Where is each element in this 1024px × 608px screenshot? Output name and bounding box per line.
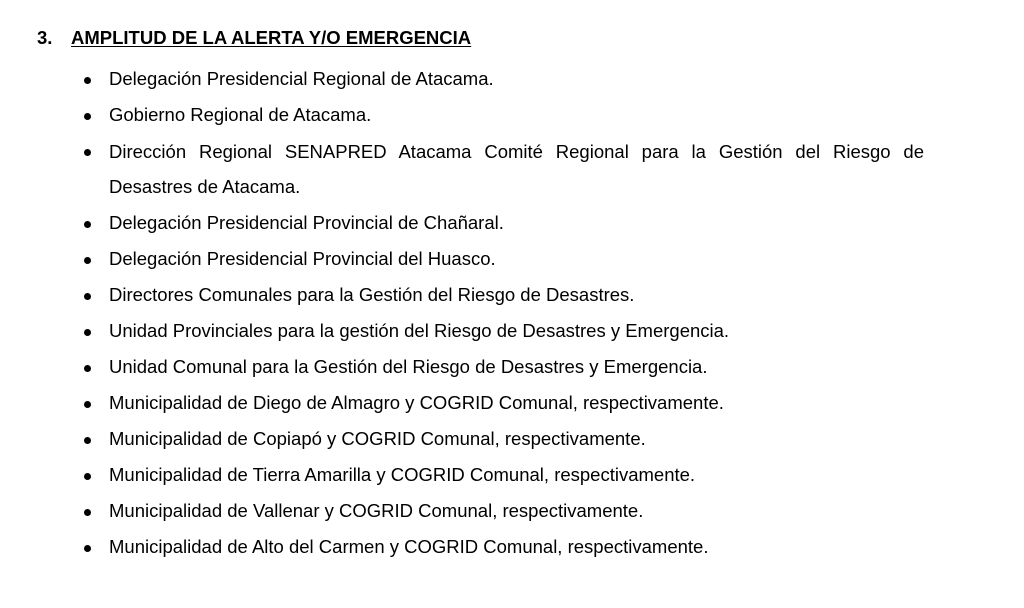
list-item-text: Delegación Presidencial Provincial de Chañaral. — [109, 212, 504, 233]
list-item-text: Delegación Presidencial Regional de Atacama. — [109, 68, 494, 89]
bullet-icon — [84, 365, 91, 372]
list-item — [0, 427, 1024, 451]
list-item-text: Municipalidad de Tierra Amarilla y COGRID Comunal, respectivamente. — [109, 464, 696, 485]
list-item-text: Municipalidad de Alto del Carmen y COGRID Comunal, respectivamente. — [109, 536, 709, 557]
bullet-icon — [84, 221, 91, 228]
list-item — [0, 103, 1024, 127]
section-number: 3. — [37, 27, 53, 48]
list-item — [0, 247, 1024, 271]
bullet-icon — [84, 257, 91, 264]
section-title: AMPLITUD DE LA ALERTA Y/O EMERGENCIA — [71, 27, 472, 48]
list-item — [0, 134, 1024, 204]
list-item — [0, 355, 1024, 379]
list-item-text: Municipalidad de Vallenar y COGRID Comunal, respectivamente. — [109, 500, 644, 521]
list-item-text: Gobierno Regional de Atacama. — [109, 104, 372, 125]
list-item-text: Unidad Comunal para la Gestión del Riesgo de Desastres y Emergencia. — [109, 356, 708, 377]
list-item — [0, 211, 1024, 235]
bullet-icon — [84, 545, 91, 552]
list-item-text: Delegación Presidencial Provincial del Huasco. — [109, 248, 496, 269]
list-item — [0, 535, 1024, 559]
list-item-text: Municipalidad de Diego de Almagro y COGRID Comunal, respectivamente. — [109, 392, 724, 413]
list-item-text: Dirección Regional SENAPRED Atacama Comité Regional para la Gestión del Riesgo de Desastres de Atacama. — [109, 141, 924, 197]
list-item — [0, 67, 1024, 91]
bullet-icon — [84, 437, 91, 444]
list-item — [0, 283, 1024, 307]
bullet-icon — [84, 473, 91, 480]
bullet-icon — [84, 509, 91, 516]
bullet-icon — [84, 293, 91, 300]
list-item — [0, 463, 1024, 487]
bullet-list — [0, 67, 1024, 571]
list-item — [0, 391, 1024, 415]
bullet-icon — [84, 149, 91, 156]
section-heading — [37, 26, 471, 50]
list-item-text: Municipalidad de Copiapó y COGRID Comunal, respectivamente. — [109, 428, 646, 449]
list-item-text: Directores Comunales para la Gestión del Riesgo de Desastres. — [109, 284, 635, 305]
list-item — [0, 499, 1024, 523]
bullet-icon — [84, 77, 91, 84]
bullet-icon — [84, 401, 91, 408]
bullet-icon — [84, 329, 91, 336]
list-item — [0, 319, 1024, 343]
list-item-text: Unidad Provinciales para la gestión del Riesgo de Desastres y Emergencia. — [109, 320, 730, 341]
bullet-icon — [84, 113, 91, 120]
